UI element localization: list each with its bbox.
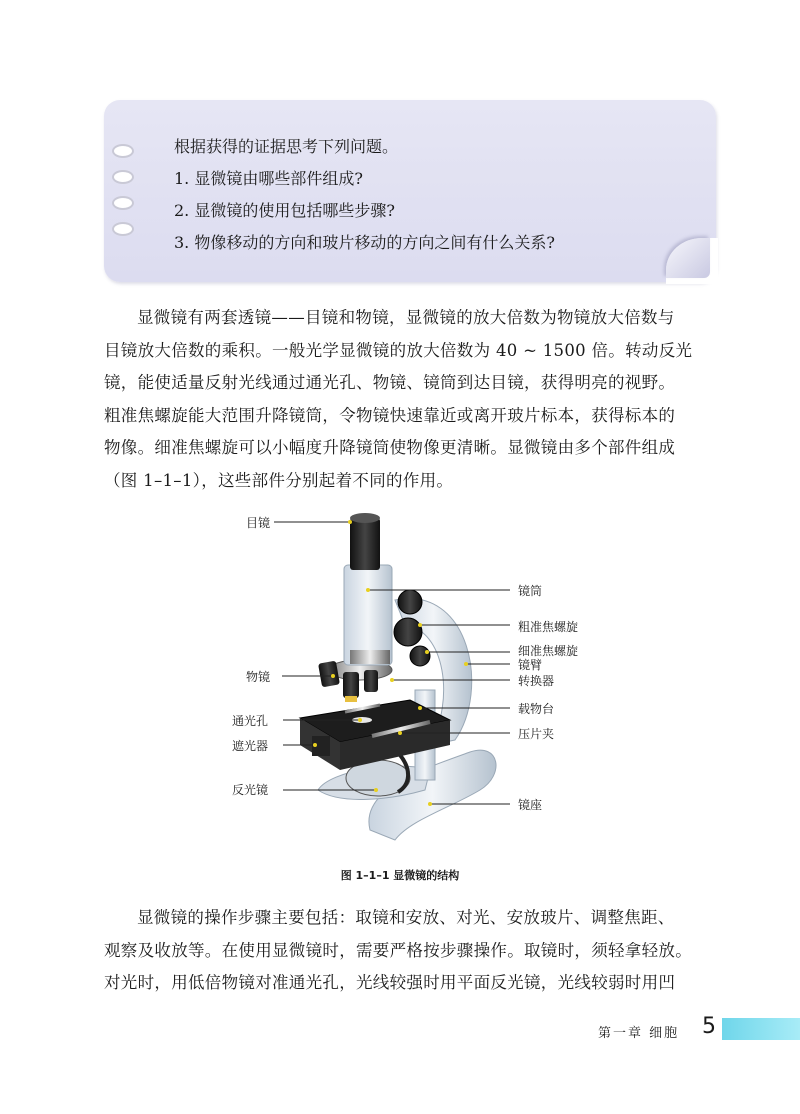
question-item: 3. 物像移动的方向和玻片移动的方向之间有什么关系?: [174, 233, 555, 252]
label-tube: 镜筒: [518, 584, 543, 598]
question-item: 1. 显微镜由哪些部件组成?: [174, 169, 363, 188]
label-base: 镜座: [518, 798, 543, 812]
label-objective: 物镜: [246, 670, 271, 684]
footer-accent-bar: [722, 1018, 800, 1040]
figure-caption: 图 1–1–1 显微镜的结构: [340, 869, 460, 882]
page-number: 5: [702, 1014, 716, 1039]
label-mirror: 反光镜: [232, 783, 269, 797]
question-heading: 根据获得的证据思考下列问题。: [174, 137, 399, 156]
text-line: （图 1–1–1），这些部件分别起着不同的作用。: [104, 470, 454, 490]
label-arm: 镜臂: [518, 658, 543, 672]
chapter-title: 第一章 细胞: [598, 1026, 680, 1041]
text-line: 显微镜有两套透镜——目镜和物镜，显微镜的放大倍数为物镜放大倍数与: [137, 308, 675, 327]
text-line: 粗准焦螺旋能大范围升降镜筒，令物镜快速靠近或离开玻片标本，获得标本的: [104, 405, 676, 425]
text-line: 物像。细准焦螺旋可以小幅度升降镜筒使物像更清晰。显微镜由多个部件组成: [104, 438, 676, 458]
question-item: 2. 显微镜的使用包括哪些步骤?: [174, 201, 395, 220]
text-line: 对光时，用低倍物镜对准通光孔，光线较强时用平面反光镜，光线较弱时用凹: [104, 973, 676, 993]
paragraph-operation: [104, 902, 716, 1000]
label-diaphragm: 遮光器: [232, 739, 269, 753]
label-coarse-adjustment: 粗准焦螺旋: [518, 620, 579, 634]
text-line: 目镜放大倍数的乘积。一般光学显微镜的放大倍数为 40 ~ 1500 倍。转动反光: [104, 340, 693, 360]
label-stage: 载物台: [518, 702, 555, 716]
label-eyepiece: 目镜: [246, 516, 271, 530]
label-fine-adjustment: 细准焦螺旋: [518, 644, 579, 658]
text-line: 显微镜的操作步骤主要包括：取镜和安放、对光、安放玻片、调整焦距、: [137, 908, 675, 927]
text-line: 观察及收放等。在使用显微镜时，需要严格按步骤操作。取镜时，须轻拿轻放。: [104, 940, 692, 960]
label-nosepiece: 转换器: [518, 674, 555, 688]
coarse-knob-shape: [394, 618, 422, 646]
label-aperture: 通光孔: [232, 714, 269, 728]
eyepiece-shape: [350, 518, 380, 570]
fine-knob-shape: [410, 646, 430, 666]
label-clip: 压片夹: [518, 727, 555, 741]
text-line: 镜，能使适量反射光线通过通光孔、物镜、镜筒到达目镜，获得明亮的视野。: [104, 373, 676, 393]
